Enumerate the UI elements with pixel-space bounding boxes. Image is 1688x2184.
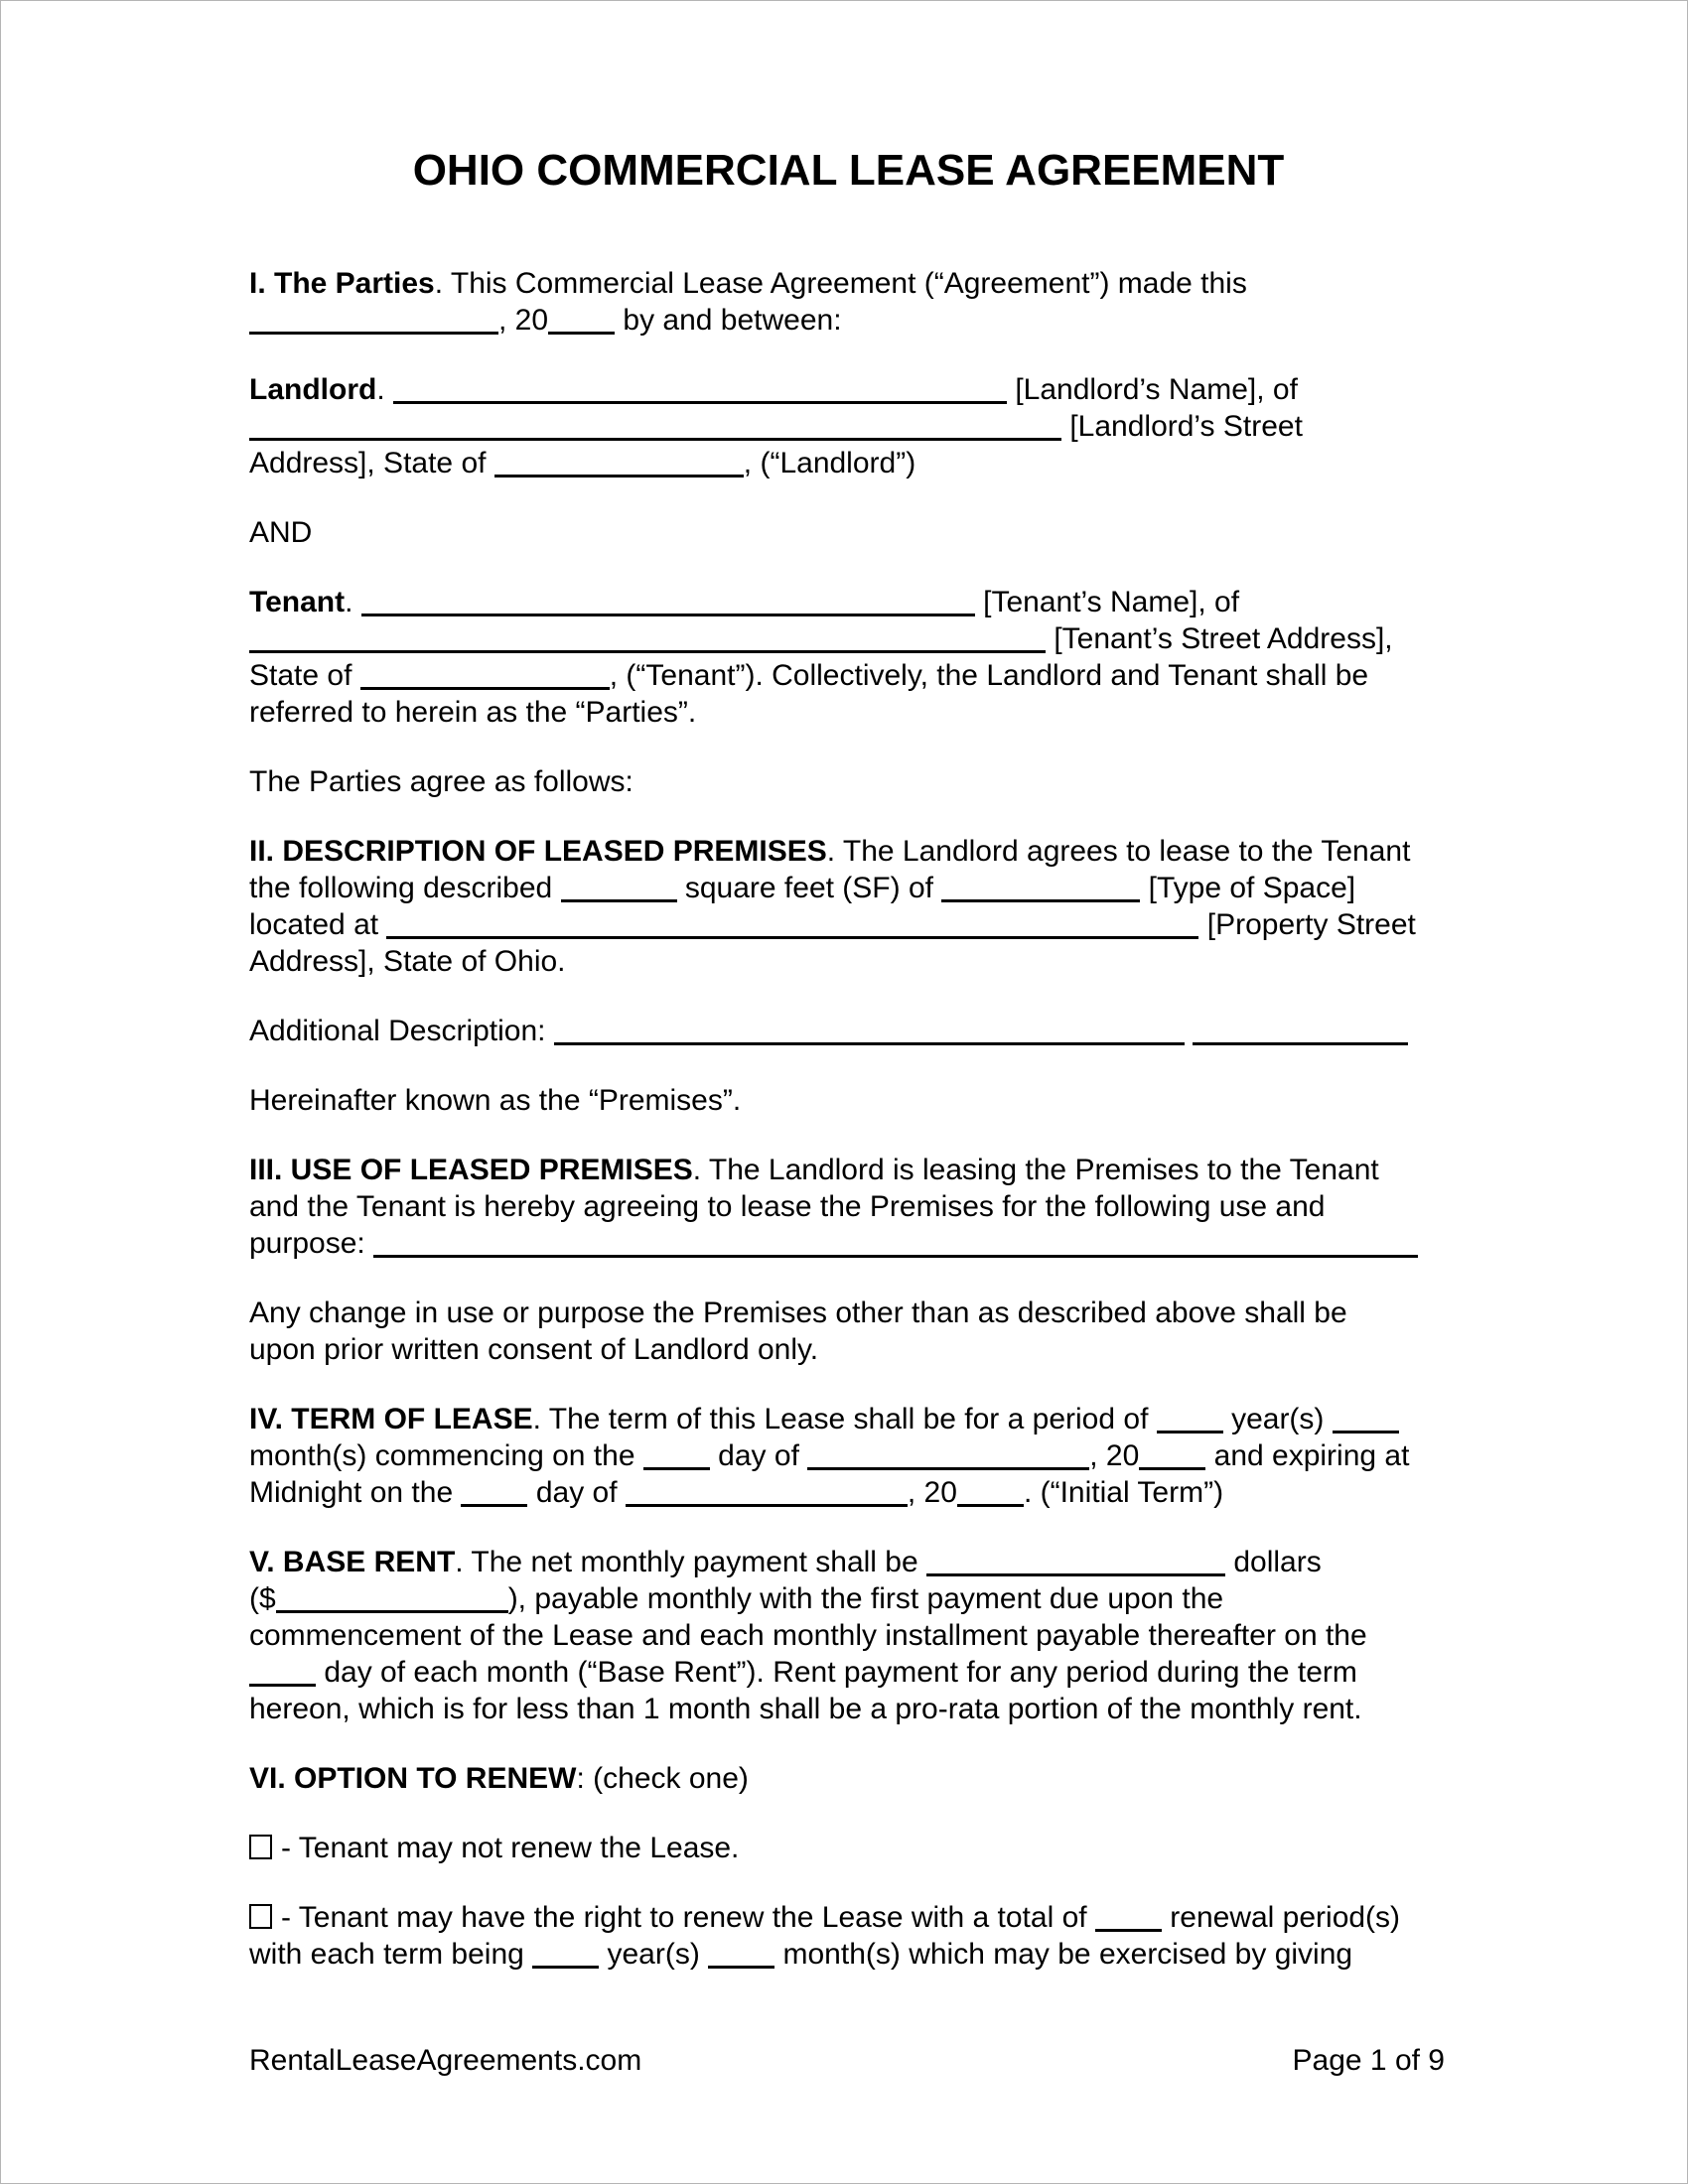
renew-option-no-renewal (249, 1830, 1448, 1866)
blank-field[interactable] (249, 437, 1061, 441)
text-line (249, 1617, 1448, 1654)
parties-intro (249, 265, 1448, 339)
and-separator (249, 514, 1448, 551)
text-line (249, 1295, 1448, 1331)
text-line (249, 584, 1448, 620)
tenant-clause (249, 584, 1448, 731)
text-run: Address], State of Ohio. (249, 945, 566, 978)
hereinafter-premises (249, 1082, 1448, 1119)
document-body (249, 265, 1448, 1973)
text-line (249, 1654, 1448, 1691)
checkbox-icon[interactable] (249, 1835, 272, 1859)
text-run: - Tenant may not renew the Lease. (281, 1832, 740, 1864)
text-run: and the Tenant is hereby agreeing to lease the Premises for the following use and (249, 1190, 1326, 1223)
text-run: square feet (SF) of (676, 872, 942, 904)
text-line (249, 763, 1448, 800)
text-run: commencement of the Lease and each monthly installment payable thereafter on the (249, 1619, 1367, 1652)
text-run: State of (249, 659, 360, 692)
text-run: and expiring at (1205, 1439, 1410, 1472)
section-heading-run: V. BASE RENT (249, 1546, 456, 1578)
blank-field[interactable] (393, 400, 1007, 404)
landlord-clause (249, 371, 1448, 481)
section-heading-run: IV. TERM OF LEASE (249, 1403, 533, 1435)
blank-field[interactable] (926, 1572, 1225, 1576)
text-run: [Tenant’s Name], of (974, 586, 1240, 618)
text-run: by and between: (615, 304, 842, 337)
text-run: . (376, 373, 393, 406)
text-run: ($ (249, 1582, 276, 1615)
text-run: located at (249, 908, 387, 941)
section-heading-run: Tenant (249, 586, 346, 618)
document-content (249, 146, 1448, 2005)
blank-field[interactable] (1095, 1928, 1162, 1932)
text-run: day of each month (“Base Rent”). Rent payment for any period during the term (316, 1656, 1357, 1689)
blank-field[interactable] (249, 1683, 316, 1687)
text-line (249, 694, 1448, 731)
blank-field[interactable] (807, 1466, 1089, 1470)
section-heading-run: I. The Parties (249, 267, 435, 300)
text-line (249, 1899, 1448, 1936)
text-run: . The term of this Lease shall be for a period of (532, 1403, 1157, 1435)
use-change-clause (249, 1295, 1448, 1368)
blank-field[interactable] (386, 935, 1198, 939)
section-heading-run: Landlord (249, 373, 377, 406)
text-run: [Property Street (1198, 908, 1416, 941)
text-line (249, 1013, 1448, 1049)
text-run: , 20 (1089, 1439, 1140, 1472)
footer-site-name: RentalLeaseAgreements.com (249, 2044, 642, 2077)
text-run: Hereinafter known as the “Premises”. (249, 1084, 742, 1117)
text-line (249, 1830, 1448, 1866)
blank-field[interactable] (1157, 1430, 1223, 1433)
text-run: day of (527, 1476, 626, 1509)
text-run: The Parties agree as follows: (249, 765, 633, 798)
blank-field[interactable] (249, 331, 498, 335)
text-run: , (“Tenant”). Collectively, the Landlord and Tenant shall be (609, 659, 1369, 692)
text-run: . (345, 586, 361, 618)
text-line (249, 1401, 1448, 1437)
text-line (249, 408, 1448, 445)
text-run: purpose: (249, 1227, 374, 1260)
text-run: [Tenant’s Street Address], (1046, 622, 1393, 655)
text-line (249, 445, 1448, 481)
blank-field[interactable] (249, 649, 1046, 653)
text-line (249, 1580, 1448, 1617)
blank-field[interactable] (548, 331, 615, 335)
text-line (249, 514, 1448, 551)
text-run: . The Landlord agrees to lease to the Tenant (826, 835, 1411, 868)
text-run: : (check one) (576, 1762, 749, 1795)
text-run: renewal period(s) (1161, 1901, 1401, 1934)
text-line (249, 657, 1448, 694)
blank-field[interactable] (1193, 1041, 1408, 1045)
text-line (249, 1544, 1448, 1580)
text-run (1185, 1015, 1193, 1047)
text-run: referred to herein as the “Parties”. (249, 696, 697, 729)
text-line (249, 620, 1448, 657)
text-run: the following described (249, 872, 561, 904)
text-run: Any change in use or purpose the Premises other than as described above shall be (249, 1297, 1347, 1329)
text-run: with each term being (249, 1938, 533, 1971)
text-run: month(s) which may be exercised by giving (774, 1938, 1353, 1971)
text-run: [Type of Space] (1140, 872, 1356, 904)
text-run: Midnight on the (249, 1476, 462, 1509)
section-iv-term (249, 1401, 1448, 1511)
footer-page-indicator: Page 1 of 9 (1292, 2044, 1445, 2077)
blank-field[interactable] (1333, 1430, 1399, 1433)
additional-description (249, 1013, 1448, 1049)
blank-field[interactable] (360, 686, 610, 690)
blank-field[interactable] (276, 1609, 508, 1613)
text-run: . The net monthly payment shall be (455, 1546, 926, 1578)
text-line (249, 1152, 1448, 1188)
text-run: Address], State of (249, 447, 494, 479)
text-run: AND (249, 516, 313, 549)
blank-field[interactable] (494, 474, 744, 478)
text-run: hereon, which is for less than 1 month shall be a pro-rata portion of the monthly rent. (249, 1693, 1362, 1725)
page-footer (249, 2042, 1445, 2079)
text-line (249, 371, 1448, 408)
text-run: dollars (1225, 1546, 1322, 1578)
section-heading-run: II. DESCRIPTION OF LEASED PREMISES (249, 835, 827, 868)
document-title: OHIO COMMERCIAL LEASE AGREEMENT (412, 146, 1285, 195)
text-run: month(s) commencing on the (249, 1439, 643, 1472)
text-run: , (“Landlord”) (743, 447, 916, 479)
section-heading-run: VI. OPTION TO RENEW (249, 1762, 577, 1795)
text-run: day of (709, 1439, 808, 1472)
blank-field[interactable] (957, 1503, 1024, 1507)
section-vi-option-renew (249, 1760, 1448, 1797)
text-run: , 20 (907, 1476, 957, 1509)
blank-field[interactable] (361, 613, 975, 616)
text-line (249, 1691, 1448, 1727)
text-run: upon prior written consent of Landlord only. (249, 1333, 819, 1366)
text-run: . (“Initial Term”) (1023, 1476, 1224, 1509)
blank-field[interactable] (708, 1965, 774, 1969)
text-line (249, 833, 1448, 870)
text-run: Additional Description: (249, 1015, 554, 1047)
text-run: . The Landlord is leasing the Premises to the Tenant (692, 1154, 1379, 1186)
text-line (249, 1760, 1448, 1797)
blank-field[interactable] (561, 898, 677, 902)
text-run: year(s) (1222, 1403, 1333, 1435)
text-run: [Landlord’s Street (1061, 410, 1303, 443)
blank-field[interactable] (461, 1503, 527, 1507)
section-iii-use (249, 1152, 1448, 1262)
text-line (249, 943, 1448, 980)
text-line (249, 1474, 1448, 1511)
text-line (249, 302, 1448, 339)
checkbox-icon[interactable] (249, 1904, 272, 1929)
blank-field[interactable] (554, 1041, 1185, 1045)
parties-agree (249, 763, 1448, 800)
text-run: [Landlord’s Name], of (1007, 373, 1298, 406)
section-heading-run: III. USE OF LEASED PREMISES (249, 1154, 693, 1186)
text-line (249, 1437, 1448, 1474)
section-ii-description (249, 833, 1448, 980)
section-v-base-rent (249, 1544, 1448, 1727)
renew-option-with-renewal (249, 1899, 1448, 1973)
text-run: ), payable monthly with the first payment due upon the (507, 1582, 1224, 1615)
text-line (249, 1188, 1448, 1225)
blank-field[interactable] (626, 1503, 908, 1507)
text-line (249, 1936, 1448, 1973)
blank-field[interactable] (1139, 1466, 1205, 1470)
text-line (249, 870, 1448, 906)
text-line (249, 265, 1448, 302)
text-line (249, 1082, 1448, 1119)
blank-field[interactable] (941, 898, 1140, 902)
text-line (249, 906, 1448, 943)
text-run: . This Commercial Lease Agreement (“Agreement”) made this (434, 267, 1247, 300)
blank-field[interactable] (373, 1254, 1418, 1258)
blank-field[interactable] (532, 1965, 599, 1969)
text-run: year(s) (599, 1938, 709, 1971)
blank-field[interactable] (643, 1466, 710, 1470)
text-run: - Tenant may have the right to renew the Lease with a total of (281, 1901, 1095, 1934)
text-line (249, 1331, 1448, 1368)
text-line (249, 1225, 1448, 1262)
text-run: , 20 (498, 304, 549, 337)
